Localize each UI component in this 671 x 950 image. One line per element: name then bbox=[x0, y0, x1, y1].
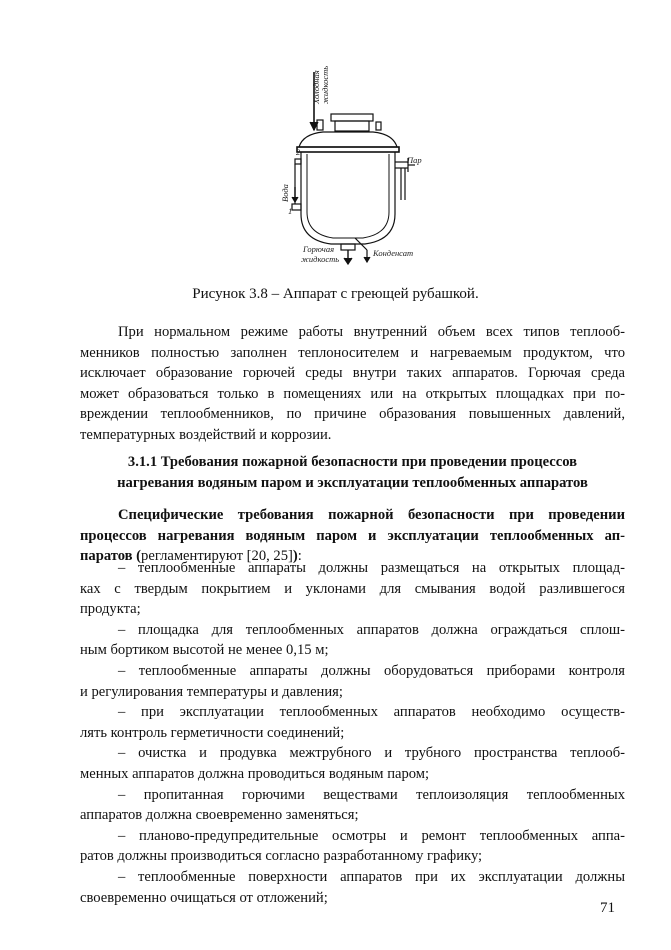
list-item bbox=[80, 785, 625, 826]
page-number: 71 bbox=[600, 900, 615, 916]
paragraph-line: При нормальном режиме работы внутренний объем всех типов теплооб- bbox=[118, 324, 625, 340]
section-heading bbox=[80, 452, 625, 493]
list-item-line: – пропитанная горючими веществами теплоизоляция теплообменных bbox=[118, 786, 625, 803]
condensate-label: Конденсат bbox=[373, 248, 414, 258]
steam-label: Пар bbox=[407, 155, 422, 165]
list-item-line: лять контроль герметичности соединений; bbox=[80, 724, 345, 741]
list-item-line: – теплообменные аппараты должны размещаться на открытых площад- bbox=[118, 560, 625, 576]
label-number-2: 2 bbox=[296, 147, 301, 157]
list-item-line: продукта; bbox=[80, 601, 141, 618]
list-item-line: – при эксплуатации теплообменных аппаратов необходимо осуществ- bbox=[118, 704, 625, 721]
list-item-line: менных аппаратов должна проводиться водяным паром; bbox=[80, 765, 430, 782]
list-item bbox=[80, 826, 625, 867]
list-item bbox=[80, 558, 625, 620]
colon-fragment: : bbox=[297, 548, 302, 565]
paragraph-line: может образоваться только в помещениях или на открытых площадках при по- bbox=[80, 385, 625, 402]
list-item-line: – теплообменные поверхности аппаратов при их эксплуатации должны bbox=[118, 868, 625, 885]
list-item-line: и регулирования температуры и давления; bbox=[80, 683, 343, 700]
paragraph-line: Специфические требования пожарной безопасности при проведении bbox=[118, 507, 625, 523]
section-heading-line: нагревания водяным паром и эксплуатации теплообменных аппаратов bbox=[117, 474, 588, 491]
reference-fragment: регламентируют [20, 25] bbox=[141, 548, 293, 565]
list-item-line: – теплообменные аппараты должны оборудоваться приборами контроля bbox=[118, 662, 625, 679]
list-item bbox=[80, 620, 625, 661]
bold-fragment: паратов ( bbox=[80, 548, 142, 565]
flammable-liquid-label-2: жидкость bbox=[301, 254, 340, 264]
bold-fragment: ) bbox=[292, 548, 298, 565]
cold-liquid-label-2: жидкость bbox=[320, 65, 330, 104]
paragraph-1 bbox=[80, 322, 625, 446]
paragraph-line: температурных воздействий и коррозии. bbox=[80, 426, 332, 443]
flammable-liquid-label-1: Горючая bbox=[303, 244, 335, 254]
section-heading-line: 3.1.1 Требования пожарной безопасности при проведении процессов bbox=[127, 454, 578, 470]
list-item bbox=[80, 867, 625, 908]
list-item bbox=[80, 743, 625, 784]
list-item-line: ным бортиком высотой не менее 0,15 м; bbox=[80, 642, 329, 659]
list-item-line: своевременно очищаться от отложений; bbox=[80, 889, 328, 906]
list-item bbox=[80, 661, 625, 702]
list-item-line: ратов должны производиться согласно разработанному графику; bbox=[80, 848, 483, 865]
list-item bbox=[80, 702, 625, 743]
list-item-line: – планово-предупредительные осмотры и ремонт теплообменных аппа- bbox=[118, 827, 625, 844]
cold-liquid-label-1: Холодная bbox=[311, 70, 321, 104]
label-number-1: 1 bbox=[288, 206, 293, 216]
list-item-line: – площадка для теплообменных аппаратов должна ограждаться сплош- bbox=[118, 621, 625, 638]
heating-jacket-apparatus-diagram bbox=[255, 52, 420, 274]
list-item-line: – очистка и продувка межтрубного и трубного пространства теплооб- bbox=[118, 745, 625, 762]
paragraph-line: вреждении теплообменников, по причине образования повышенных давлений, bbox=[80, 406, 625, 423]
paragraph-line: исключает образование горючей среды внутри таких аппаратов. Горючая среда bbox=[80, 365, 625, 382]
list-item-line: ках с твердым покрытием и уклонами для смывания водой разлившегося bbox=[80, 580, 625, 597]
requirements-list bbox=[80, 558, 625, 908]
paragraph-line: менников полностью заполнен теплоносителем и нагреваемым продуктом, что bbox=[80, 344, 625, 361]
paragraph-line: процессов нагревания водяным паром и эксплуатации теплообменных ап- bbox=[80, 527, 625, 544]
list-item-line: аппаратов должна своевременно заменяться; bbox=[80, 807, 359, 824]
water-label: Вода bbox=[280, 184, 290, 202]
figure-caption: Рисунок 3.8 – Аппарат с греющей рубашкой. bbox=[192, 286, 479, 302]
